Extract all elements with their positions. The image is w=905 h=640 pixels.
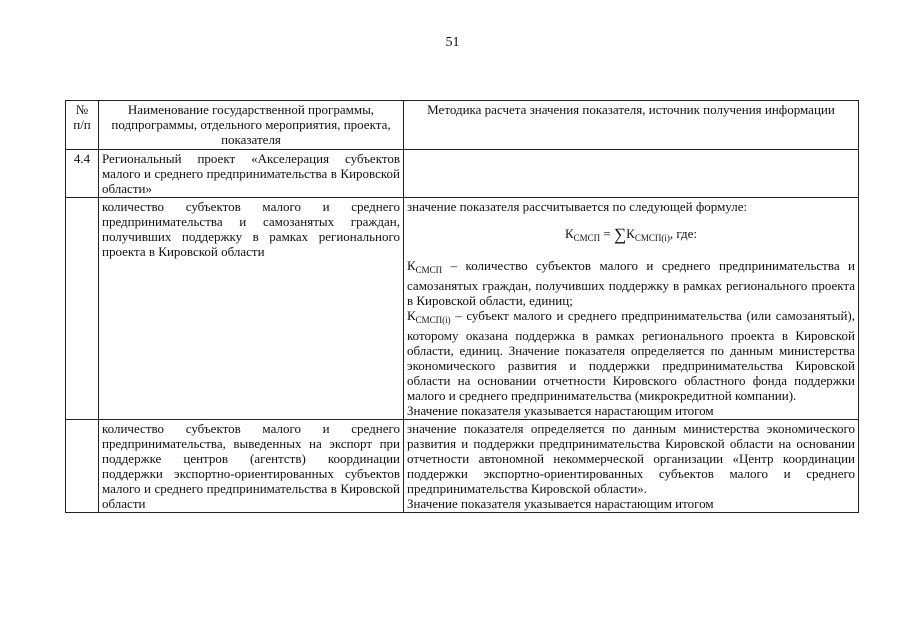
- definition-1: [407, 258, 855, 308]
- header-method: Методика расчета значения показателя, источник получения информации: [404, 101, 859, 150]
- header-name: Наименование государственной программы, подпрограммы, отдельного мероприятия, проекта, показателя: [99, 101, 404, 150]
- method-tail: Значение показателя указывается нарастающим итогом: [407, 496, 714, 511]
- table-header-row: [66, 101, 859, 150]
- formula-lhs: К: [564, 226, 574, 241]
- def1-sub: СМСП: [415, 265, 443, 275]
- def1-symbol: К: [407, 258, 416, 273]
- table-row: [66, 198, 859, 420]
- row-number: [66, 198, 99, 420]
- method-cell: [404, 420, 859, 513]
- method-intro: значение показателя рассчитывается по следующей формуле:: [407, 199, 748, 214]
- formula-rhs: К: [626, 226, 635, 241]
- page-number: 51: [445, 35, 460, 50]
- method-tail: Значение показателя указывается нарастающим итогом: [407, 403, 714, 418]
- definition-2: [407, 308, 855, 403]
- method-text: значение показателя определяется по данным министерства экономического развития и поддержки предпринимательства Кировской области на основании отчетности автономной некоммерческой организации «Центр координации поддержки экспортно-ориентированных субъектов малого и среднего предпринимательства Кировской области».: [407, 421, 855, 496]
- def2-text: – субъект малого и среднего предпринимательства (или самозанятый), которому оказана поддержка в рамках регионального проекта в Кировской области, единиц. Значение показателя определяется по данным министерства экономического развития и поддержки предпринимательства Кировской области на основании отчетности Кировского областного фонда поддержки малого и среднего предпринимательства (микрокредитной компании).: [407, 308, 855, 403]
- indicator-name-cell: количество субъектов малого и среднего предпринимательства и самозанятых граждан, получивших поддержку в рамках регионального проекта в Кировской области: [99, 198, 404, 420]
- program-name-cell: Региональный проект «Акселерация субъектов малого и среднего предпринимательства в Кировской области»: [99, 150, 404, 198]
- formula-tail: , где:: [669, 226, 698, 241]
- formula-lhs-sub: СМСП: [573, 233, 601, 243]
- header-num: № п/п: [66, 101, 99, 150]
- formula: [407, 226, 855, 246]
- method-cell: [404, 198, 859, 420]
- sigma-symbol: ∑: [614, 225, 627, 244]
- indicator-name-cell: количество субъектов малого и среднего предпринимательства, выведенных на экспорт при поддержке центров (агентств) координации поддержки экспортно-ориентированных субъектов малого и среднего предпринимательства в Кировской области: [99, 420, 404, 513]
- indicator-table: [65, 100, 859, 513]
- def2-symbol: К: [407, 308, 416, 323]
- table-row: [66, 420, 859, 513]
- formula-rhs-sub: СМСП(i): [634, 233, 670, 243]
- table-row: [66, 150, 859, 198]
- row-number: [66, 420, 99, 513]
- row-number: 4.4: [66, 150, 99, 198]
- method-cell: [404, 150, 859, 198]
- formula-eq: =: [600, 226, 615, 241]
- def1-text: – количество субъектов малого и среднего предпринимательства и самозанятых граждан, получивших поддержку в рамках регионального проекта в Кировской области, единиц;: [407, 258, 855, 308]
- def2-sub: СМСП(i): [415, 315, 451, 325]
